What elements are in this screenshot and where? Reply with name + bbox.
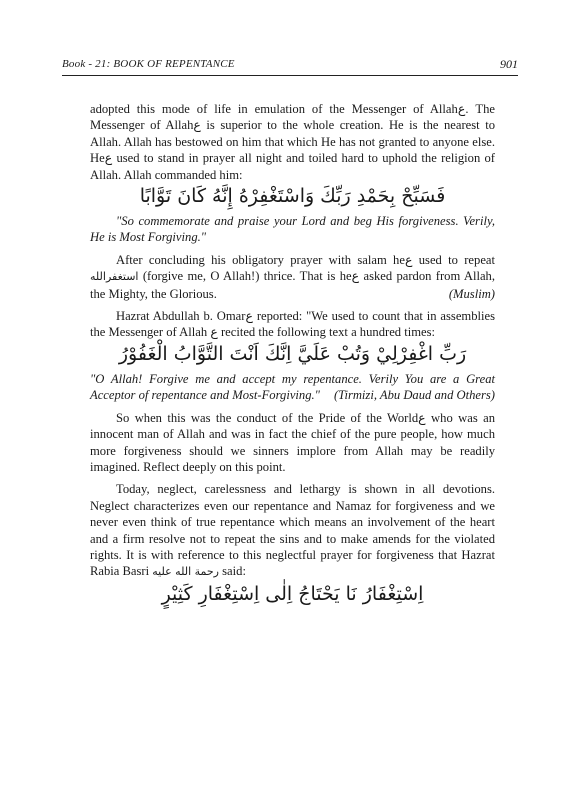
arabic-prayer: رَبِّ اغْفِرْلِيْ وَتُبْ عَلَيَّ اِنَّكَ اَنْتَ التَّوَّابُ الْغَفُوْرُ xyxy=(118,342,467,365)
paragraph-text: Today, neglect, carelessness and lethargy is shown in all devotions. Neglect characterizes even our repentance and Namaz for forgiveness and we never even think of true repentance which means an involvement of the heart and a firm resolve not to repeat the sins and to make amends for the violated rights. It is with reference to this neglectful prayer for forgiveness that Hazrat Rabia Basri xyxy=(90,482,495,579)
paragraph: Hazrat Abdullah b. Omarع reported: "We used to count that in assemblies the Messenger of Allah ع recited the following text a hundred times: xyxy=(90,309,496,340)
page-number: 901 xyxy=(500,57,518,71)
inline-arabic: رحمة الله عليه xyxy=(152,565,219,579)
arabic-verse: فَسَبِّحْ بِحَمْدِ رَبِّكَ وَاسْتَغْفِرْهُ إِنَّهُ كَانَ تَوَّابًا xyxy=(139,185,446,208)
citation: (Muslim) xyxy=(448,286,495,301)
paragraph-text: (forgive me, O Allah!) thrice. That is heع asked pardon from Allah, the Mighty, the Glorious. xyxy=(90,269,495,301)
paragraph xyxy=(90,481,495,580)
page-body xyxy=(90,101,495,607)
citation: (Tirmizi, Abu Daud and Others) xyxy=(333,388,495,403)
paragraph: adopted this mode of life in emulation of the Messenger of Allahع. The Messenger of Allahع is superior to the whole creation. He is the nearest to Allah. Allah has bestowed on him that which He has not granted to anyone else. Heع used to stand in prayer all night and toiled hard to uphold the religion of Allah. Allah commanded him: xyxy=(90,102,495,182)
translation-text: "O Allah! Forgive me and accept my repentance. Verily You are a Great Acceptor of repentance and Most-Forgiving." xyxy=(90,371,495,403)
paragraph-text: said: xyxy=(222,564,246,579)
prayer-translation xyxy=(90,371,495,404)
book-title: Book - 21: BOOK OF REPENTANCE xyxy=(62,58,235,70)
arabic-saying: اِسْتِغْفَارُ نَا يَحْتَاجُ اِلٰى اِسْتِغْفَارِ كَثِيْرٍ xyxy=(161,582,424,605)
paragraph-text: After concluding his obligatory prayer with salam heع used to repeat xyxy=(116,252,496,267)
paragraph: So when this was the conduct of the Pride of the Worldع who was an innocent man of Allah and was in fact the chief of the pure people, how much more forgiveness should we sinners implore from Allah may be readily imagined. Reflect deeply on this point. xyxy=(90,410,495,474)
verse-translation: "So commemorate and praise your Lord and beg His forgiveness. Verily, He is Most Forgiving." xyxy=(90,214,495,245)
inline-arabic: استغفرالله xyxy=(90,270,139,284)
paragraph xyxy=(90,252,495,302)
running-header xyxy=(62,57,518,76)
